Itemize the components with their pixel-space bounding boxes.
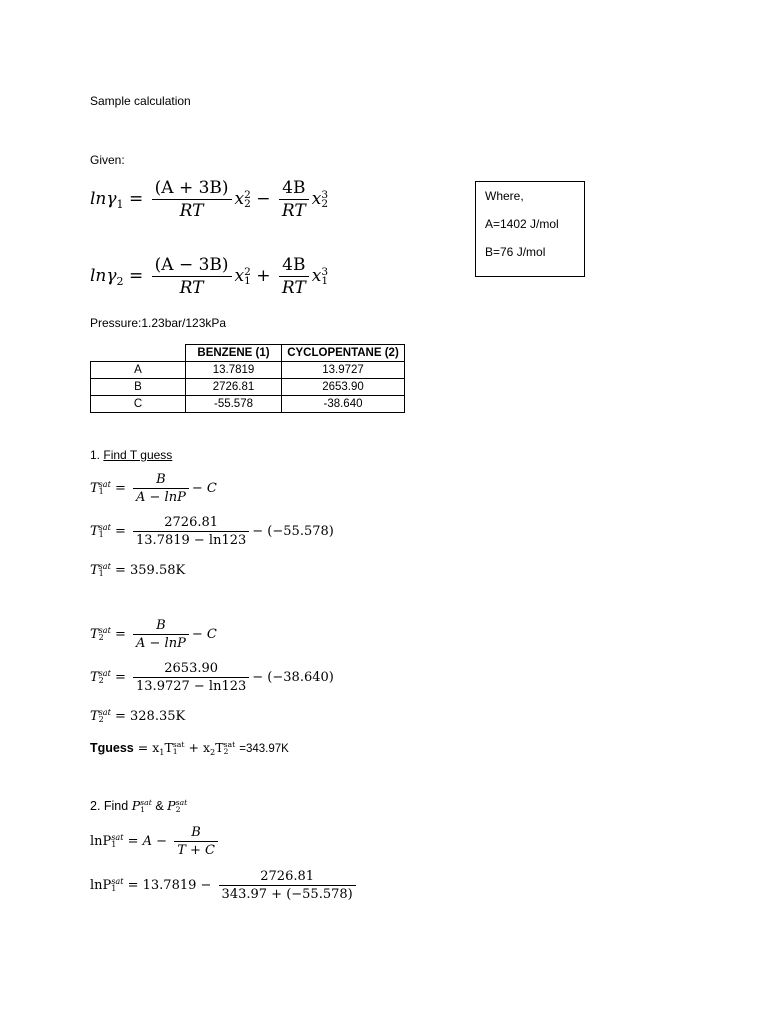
tguess-t2: T — [215, 740, 224, 755]
t1-result — [90, 563, 185, 578]
lnp1-formula-den: T + C — [177, 843, 215, 858]
lnp1-numeric-scripts — [111, 876, 124, 893]
t2-numeric-tail: − (−38.640) — [252, 670, 334, 685]
lnp1-formula-sup: sat — [111, 832, 124, 842]
table-cell: A — [91, 362, 186, 379]
step2-p2: P — [167, 798, 176, 813]
tguess-t2-scripts — [223, 739, 236, 756]
eq2-xb-sub: 1 — [321, 274, 329, 287]
t1-formula-sup: sat — [98, 479, 111, 489]
eq2-frac1-denominator: RT — [179, 278, 204, 298]
eq2-fraction-1 — [152, 255, 232, 298]
constant-a: A=1402 J/mol — [485, 217, 559, 231]
t2-result — [90, 709, 185, 724]
t2-result-lhs: T — [90, 709, 99, 724]
t2-formula: T sat 2 = $\frac{B}{A - \ln P}$ − C — [90, 618, 217, 651]
t1-formula-sub: 1 — [98, 486, 104, 496]
t2-numeric-sub: 2 — [98, 675, 104, 685]
tguess-plus: + — [188, 740, 199, 755]
tguess-eq: = — [137, 740, 149, 755]
eq1-frac1-numerator: (A + 3B) — [152, 178, 232, 200]
lnp1-numeric-num: 2726.81 — [219, 869, 356, 886]
tguess-t1: T — [164, 740, 173, 755]
tguess-equation — [90, 740, 289, 757]
tguess-x2-sub: 2 — [210, 746, 216, 757]
t1-numeric-lhs: T — [90, 524, 99, 539]
eq1-fraction-1 — [152, 178, 232, 221]
t1-result-sub: 1 — [98, 568, 104, 578]
t1-numeric: T sat 1 = $\frac{2726.81}{13.7819 - \ln 123}$ − (−55.578) — [90, 515, 334, 548]
t2-numeric-sup: sat — [98, 668, 111, 678]
eq2-frac2-numerator: 4B — [279, 255, 309, 277]
table-cell: B — [91, 379, 186, 396]
lnp1-numeric-mid: = 13.7819 − — [127, 878, 212, 893]
eq1-frac2-numerator: 4B — [279, 178, 309, 200]
t1-result-lhs: T — [90, 563, 99, 578]
t2-numeric-den: 13.9727 − ln123 — [136, 679, 247, 694]
tguess-t2-sub: 2 — [223, 746, 229, 756]
t2-result-sup: sat — [98, 707, 111, 717]
tguess-value: =343.97K — [239, 743, 289, 755]
t1-formula-num: B — [133, 472, 189, 489]
eq1-frac1-denominator: RT — [179, 201, 204, 221]
gamma1-equation: lnγ$_1$ = $\frac{(A + 3B)}{RT}$ x 2 2 − $\frac{4B}{RT}$ x 3 2 — [90, 178, 329, 221]
eq1-xb-scripts — [321, 188, 329, 210]
t1-numeric-tail: − (−55.578) — [252, 524, 334, 539]
step2-title-prefix: 2. Find — [90, 799, 129, 813]
eq2-xa-scripts — [244, 265, 251, 287]
tguess-t2-sup: sat — [223, 739, 236, 749]
t2-numeric-fraction — [133, 661, 249, 694]
t1-formula-scripts — [98, 479, 111, 496]
t2-numeric: T sat 2 = $\frac{2653.90}{13.9727 - \ln 123}$ − (−38.640) — [90, 661, 334, 694]
step1-heading — [90, 448, 172, 462]
t1-numeric-num: 2726.81 — [133, 515, 249, 532]
t1-formula-lhs: T — [90, 481, 99, 496]
t1-formula: T sat 1 = $\frac{B}{A - \ln P}$ − C — [90, 472, 217, 505]
constant-b: B=76 J/mol — [485, 245, 546, 259]
step2-p2-sub: 2 — [175, 804, 181, 814]
table-cell: C — [91, 396, 186, 413]
lnp1-numeric-den: 343.97 + (−55.578) — [221, 887, 353, 902]
tguess-x1-sub: 1 — [159, 746, 165, 757]
tguess-t1-sup: sat — [172, 739, 185, 749]
eq2-operator: + — [256, 266, 271, 286]
t1-result-sup: sat — [98, 561, 111, 571]
step1-number: 1. — [90, 448, 101, 462]
table-cell: -38.640 — [282, 396, 405, 413]
t2-numeric-scripts — [98, 668, 111, 685]
table-header-row — [91, 345, 405, 362]
t2-formula-lhs: T — [90, 627, 99, 642]
eq2-fraction-2 — [279, 255, 309, 298]
table-cell: -55.578 — [186, 396, 282, 413]
t2-formula-sub: 2 — [98, 632, 104, 642]
t2-numeric-num: 2653.90 — [133, 661, 249, 678]
t2-formula-scripts — [98, 625, 111, 642]
tguess-x2: x — [202, 740, 211, 755]
table-cell: 2653.90 — [282, 379, 405, 396]
gamma2-equation: lnγ$_2$ = $\frac{(A - 3B)}{RT}$ x 2 1 + $\frac{4B}{RT}$ x 3 1 — [90, 255, 329, 298]
constants-box — [475, 181, 585, 277]
t2-result-scripts — [98, 707, 111, 724]
eq2-lhs: lnγ — [90, 266, 117, 286]
table-header-benzene: BENZENE (1) — [186, 345, 282, 362]
t1-numeric-den: 13.7819 − ln123 — [136, 533, 247, 548]
table-row — [91, 362, 405, 379]
lnp1-formula-scripts — [111, 832, 124, 849]
lnp1-formula-num: B — [174, 825, 218, 842]
lnp1-numeric — [90, 869, 359, 902]
eq1-lhs: lnγ — [90, 189, 117, 209]
eq2-frac1-numerator: (A − 3B) — [152, 255, 232, 277]
antoine-constants-table — [90, 344, 405, 413]
step2-p1-sup: sat — [140, 798, 152, 808]
step1-title: Find T guess — [103, 448, 173, 462]
tguess-x1: x — [152, 740, 160, 755]
eq2-lhs-sub: 2 — [116, 274, 124, 288]
lnp1-formula-sub: 1 — [111, 839, 117, 849]
eq1-frac2-denominator: RT — [281, 201, 306, 221]
table-header-blank — [91, 345, 186, 362]
tguess-label: Tguess — [90, 741, 134, 755]
t2-formula-sup: sat — [98, 625, 111, 635]
t2-formula-fraction — [133, 618, 189, 651]
table-cell: 2726.81 — [186, 379, 282, 396]
eq2-xa: x — [234, 266, 245, 286]
lnp1-formula — [90, 825, 221, 858]
t1-formula-tail: − C — [191, 481, 217, 496]
step2-p2-sup: sat — [175, 798, 188, 808]
constants-where-label: Where, — [485, 189, 524, 203]
eq1-xb-sub: 2 — [321, 197, 329, 210]
t1-numeric-fraction — [133, 515, 249, 548]
lnp1-numeric-sup: sat — [111, 876, 124, 886]
lnp1-formula-fraction — [174, 825, 218, 858]
t1-formula-den: A − lnP — [136, 490, 186, 505]
t1-result-scripts — [98, 561, 111, 578]
t2-result-value: = 328.35K — [114, 709, 186, 724]
document-title: Sample calculation — [90, 94, 191, 108]
eq2-xb: x — [311, 266, 322, 286]
t2-formula-tail: − C — [191, 627, 217, 642]
eq2-xb-scripts — [321, 265, 329, 287]
eq1-xa-sub: 2 — [244, 197, 251, 210]
step2-p1-sub: 1 — [140, 804, 146, 814]
table-row — [91, 396, 405, 413]
t2-numeric-lhs: T — [90, 670, 99, 685]
lnp1-numeric-fraction — [219, 869, 356, 902]
eq2-xa-sup: 2 — [244, 265, 251, 278]
t2-formula-den: A − lnP — [136, 636, 186, 651]
step2-amp: & — [155, 799, 164, 813]
step2-heading — [90, 798, 187, 813]
table-header-cyclopentane: CYCLOPENTANE (2) — [282, 345, 405, 362]
t2-result-sub: 2 — [98, 714, 104, 724]
given-label: Given: — [90, 153, 125, 167]
t1-numeric-scripts — [98, 522, 111, 539]
lnp1-numeric-sub: 1 — [111, 883, 117, 893]
lnp1-numeric-lhs: lnP — [90, 878, 112, 893]
lnp1-formula-mid: = A − — [127, 834, 168, 849]
eq1-xa-sup: 2 — [244, 188, 251, 201]
eq1-lhs-sub: 1 — [116, 197, 124, 211]
t2-formula-num: B — [133, 618, 189, 635]
table-cell: 13.7819 — [186, 362, 282, 379]
table-row — [91, 379, 405, 396]
table-cell: 13.9727 — [282, 362, 405, 379]
t1-formula-fraction — [133, 472, 189, 505]
t1-result-value: = 359.58K — [114, 563, 186, 578]
eq1-xb: x — [311, 189, 322, 209]
tguess-t1-scripts — [172, 739, 185, 756]
step2-p2-scripts — [176, 800, 188, 813]
step2-p1-scripts — [140, 800, 152, 813]
pressure-line: Pressure:1.23bar/123kPa — [90, 316, 227, 330]
eq1-fraction-2 — [279, 178, 309, 221]
eq2-xb-sup: 3 — [321, 265, 329, 278]
eq1-xa-scripts — [244, 188, 251, 210]
step2-p1: P — [131, 798, 141, 813]
t1-numeric-sub: 1 — [98, 529, 104, 539]
eq2-frac2-denominator: RT — [281, 278, 306, 298]
lnp1-formula-lhs: lnP — [90, 834, 112, 849]
eq2-xa-sub: 1 — [244, 274, 251, 287]
eq1-xa: x — [234, 189, 245, 209]
eq1-xb-sup: 3 — [321, 188, 329, 201]
tguess-t1-sub: 1 — [172, 746, 178, 756]
t1-numeric-sup: sat — [98, 522, 111, 532]
eq1-operator: − — [256, 189, 271, 209]
